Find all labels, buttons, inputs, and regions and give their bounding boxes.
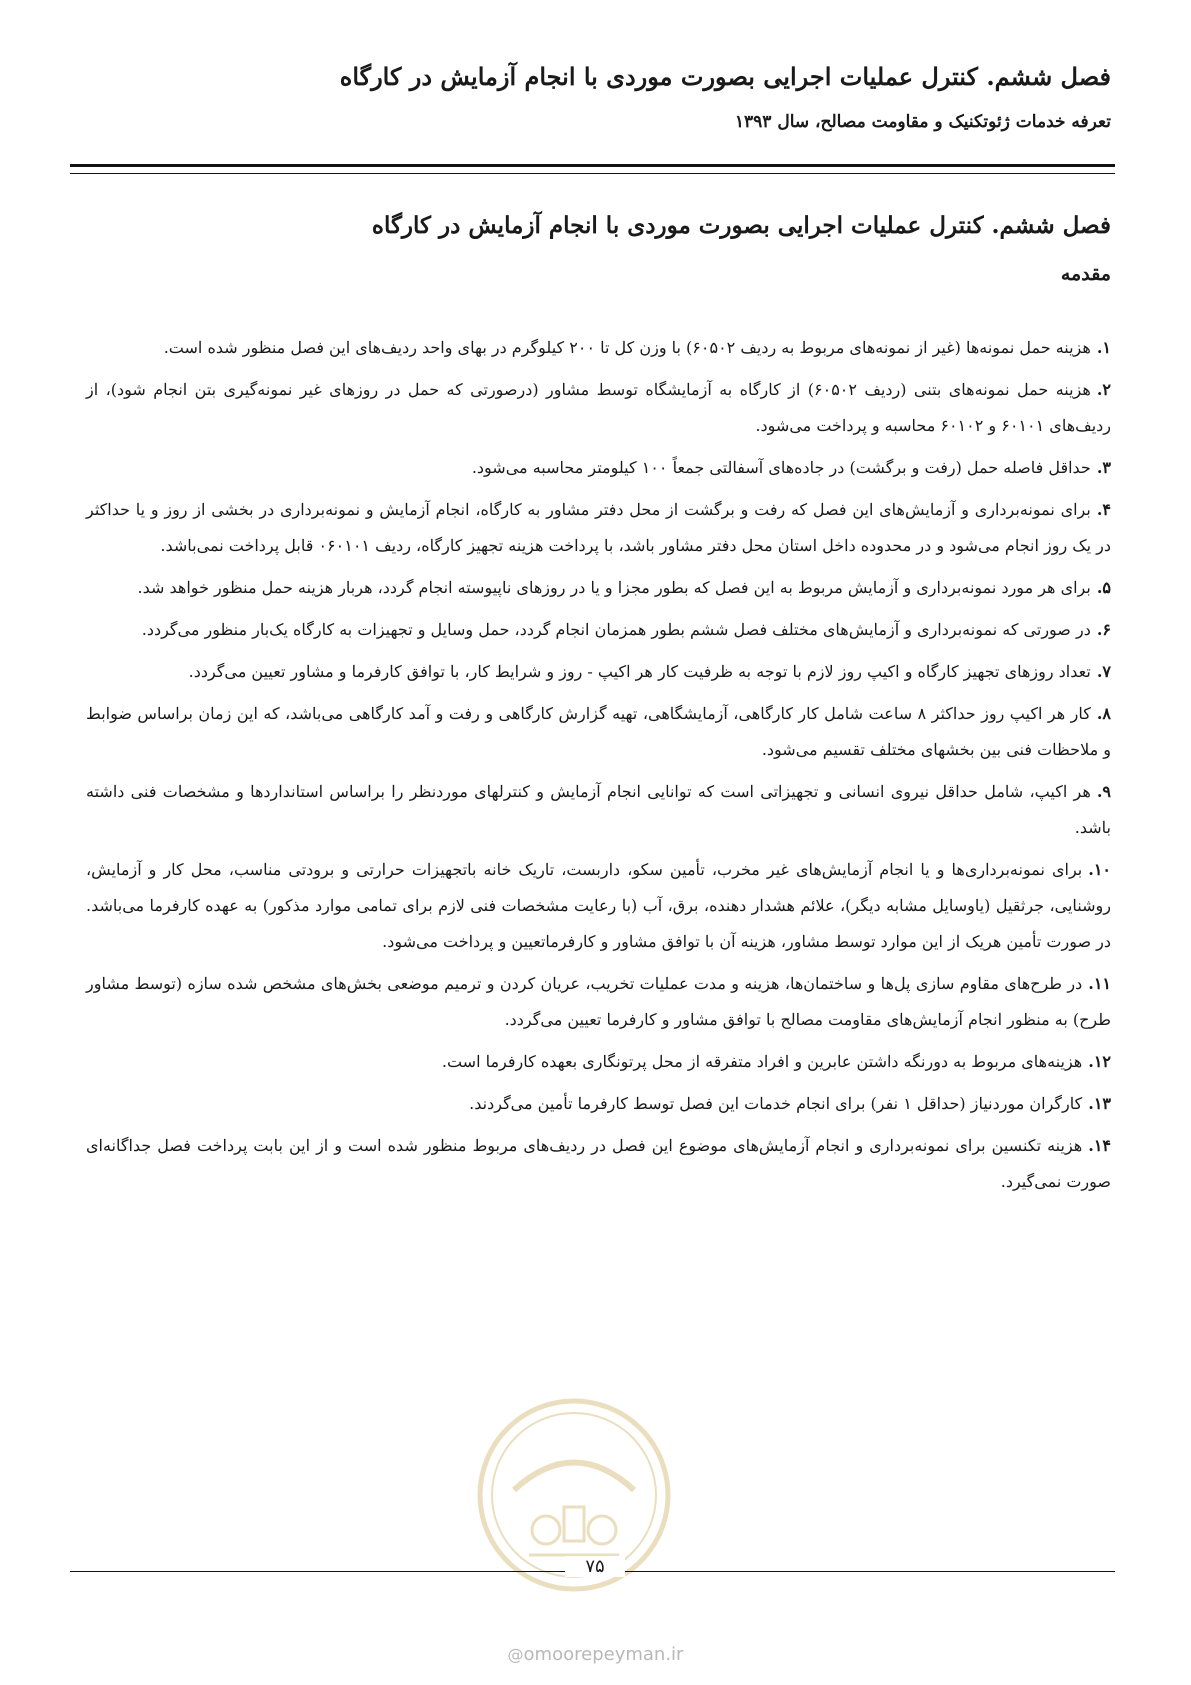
item-number: ۱۳.: [1088, 1094, 1111, 1113]
list-item-7: [86, 654, 1111, 690]
item-text: هزینه حمل نمونه‌ها (غیر از نمونه‌های مربوط به ردیف ۶۰۵۰۲) با وزن کل تا ۲۰۰ کیلوگرم در بهای واحد ردیف‌های این فصل منظور شده است.: [163, 338, 1091, 357]
item-text: کار هر اکیپ روز حداکثر ۸ ساعت شامل کار کارگاهی، آزمایشگاهی، تهیه گزارش کارگاهی و رفت و آمد کارگاهی می‌باشد، که این زمان براساس ضوابط و ملاحظات فنی بین بخشهای مختلف تقسیم می‌شود.: [86, 704, 1111, 759]
item-text: برای هر مورد نمونه‌برداری و آزمایش مربوط به این فصل که بطور مجزا و یا در روزهای ناپیوسته انجام گردد، هربار هزینه حمل منظور خواهد شد.: [137, 578, 1091, 597]
chapter-title: فصل ششم. کنترل عملیات اجرایی بصورت موردی با انجام آزمایش در کارگاه: [371, 212, 1111, 239]
header-divider: [70, 164, 1115, 174]
list-item-12: [86, 1044, 1111, 1080]
item-text: برای نمونه‌برداری‌ها و یا انجام آزمایش‌های غیر مخرب، تأمین سکو، داربست، تاریک خانه باتجهیزات حرارتی و برودتی مناسب، محل کار و آزمایش، روشنایی، جرثقیل (یاوسایل مشابه دیگر)، علائم هشدار دهنده، برق، آب (با رعایت مشخصات فنی لازم برای تمامی موارد مذکور) به عهده کارفرما می‌باشد. در صورت تأمین هریک از این موارد توسط مشاور، هزینه آن با توافق مشاور و کارفرما‌تعیین و پرداخت می‌شود.: [86, 860, 1111, 951]
item-number: ۳.: [1096, 458, 1111, 477]
list-item-13: [86, 1086, 1111, 1122]
list-item-4: [86, 492, 1111, 564]
list-item-6: [86, 612, 1111, 648]
item-number: ۵.: [1096, 578, 1111, 597]
item-number: ۷.: [1096, 662, 1111, 681]
section-heading-intro: مقدمه: [1060, 263, 1111, 285]
running-header-subtitle: تعرفه خدمات ژئوتکنیک و مقاومت مصالح، سال ۱۳۹۳: [734, 112, 1111, 132]
item-number: ۲.: [1096, 380, 1111, 399]
item-text: در طرح‌های مقاوم سازی پل‌ها و ساختمان‌ها، هزینه و مدت عملیات تخریب، عریان کردن و ترمیم موضعی بخش‌های مشخص شده سازه (توسط مشاور طرح) به منظور انجام آزمایش‌های مقاومت مصالح با توافق مشاور و کارفرما تعیین می‌گردد.: [86, 974, 1111, 1029]
watermark-url: [0, 1644, 1191, 1665]
item-text: کارگران موردنیاز (حداقل ۱ نفر) برای انجام خدمات این فصل توسط کارفرما تأمین می‌گردند.: [469, 1094, 1083, 1113]
item-text: هزینه حمل نمونه‌های بتنی (ردیف ۶۰۵۰۲) از کارگاه به آزمایشگاه توسط مشاور (درصورتی که حمل در روزهای غیر نمونه‌گیری بتن انجام شود)، از ردیف‌های ۶۰۱۰۱ و ۶۰۱۰۲ محاسبه و پرداخت می‌شود.: [86, 380, 1111, 435]
numbered-list: [86, 330, 1111, 1206]
item-number: ۱.: [1096, 338, 1111, 357]
page-number: ۷۵: [565, 1556, 625, 1577]
item-number: ۹.: [1096, 782, 1111, 801]
at-icon: @: [507, 1645, 524, 1664]
list-item-2: [86, 372, 1111, 444]
item-number: ۱۴.: [1088, 1136, 1111, 1155]
list-item-11: [86, 966, 1111, 1038]
list-item-1: [86, 330, 1111, 366]
item-text: در صورتی که نمونه‌برداری و آزمایش‌های مختلف فصل ششم بطور همزمان انجام گردد، حمل وسایل و تجهیزات به کارگاه یک‌بار منظور می‌گردد.: [141, 620, 1091, 639]
item-text: هزینه تکنسین برای نمونه‌برداری و انجام آزمایش‌های موضوع این فصل در ردیف‌های مربوط منظور شده است و از این بابت پرداخت فصل جداگانه‌ای صورت نمی‌گیرد.: [86, 1136, 1111, 1191]
list-item-8: [86, 696, 1111, 768]
item-number: ۱۲.: [1088, 1052, 1111, 1071]
list-item-3: [86, 450, 1111, 486]
item-number: ۱۱.: [1088, 974, 1111, 993]
item-text: تعداد روزهای تجهیز کارگاه و اکیپ روز لازم با توجه به ظرفیت کار هر اکیپ - روز و شرایط کار، با توافق کارفرما و مشاور تعیین می‌گردد.: [188, 662, 1091, 681]
item-text: هر اکیپ، شامل حداقل نیروی انسانی و تجهیزاتی است که توانایی انجام آزمایش و کنترلهای موردنظر را براساس استانداردها و مشخصات فنی داشته باشد.: [86, 782, 1111, 837]
item-number: ۸.: [1096, 704, 1111, 723]
list-item-9: [86, 774, 1111, 846]
item-text: هزینه‌های مربوط به دورنگه داشتن عابرین و افراد متفرقه از محل پرتونگاری بعهده کارفرما است.: [441, 1052, 1083, 1071]
list-item-14: [86, 1128, 1111, 1200]
item-number: ۴.: [1096, 500, 1111, 519]
list-item-10: [86, 852, 1111, 960]
item-text: برای نمونه‌برداری و آزمایش‌های این فصل که رفت و برگشت از محل دفتر مشاور به کارگاه، انجام آزمایش و نمونه‌برداری در بخشی از روز و یا حداکثر در یک روز انجام می‌شود و در محدوده داخل استان محل دفتر مشاور باشد، با پرداخت هزینه تجهیز کارگاه، ردیف ۰۶۰۱۰۱ قابل پرداخت نمی‌باشد.: [86, 500, 1111, 555]
item-text: حداقل فاصله حمل (رفت و برگشت) در جاده‌های آسفالتی جمعاً ۱۰۰ کیلومتر محاسبه می‌شود.: [471, 458, 1091, 477]
running-header-title: فصل ششم. کنترل عملیات اجرایی بصورت موردی با انجام آزمایش در کارگاه: [339, 62, 1111, 91]
item-number: ۶.: [1096, 620, 1111, 639]
item-number: ۱۰.: [1088, 860, 1111, 879]
list-item-5: [86, 570, 1111, 606]
watermark-url-text: omoorepeyman.ir: [523, 1644, 684, 1665]
